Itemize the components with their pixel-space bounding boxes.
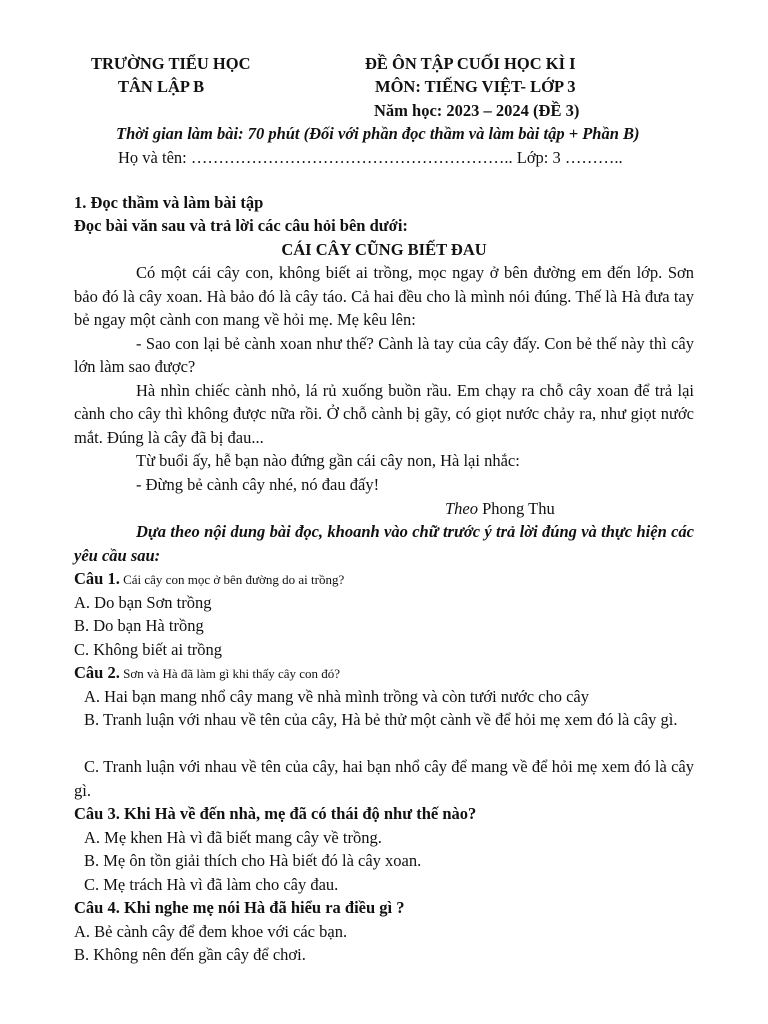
question-2-text: Sơn và Hà đã làm gì khi thấy cây con đó? bbox=[119, 666, 341, 681]
question-2-label: Câu 2. bbox=[74, 663, 120, 682]
question-3-label: Câu 3. bbox=[74, 804, 120, 823]
exam-title: ĐỀ ÔN TẬP CUỐI HỌC KÌ I bbox=[365, 54, 576, 73]
q1-option-c[interactable]: C. Không biết ai trồng bbox=[74, 640, 223, 659]
story-source bbox=[445, 497, 555, 521]
question-2 bbox=[74, 661, 340, 686]
q2-option-c[interactable]: C. Tranh luận với nhau về tên của cây, hai bạn nhổ cây để mang về để hỏi mẹ xem đó là cây gì. bbox=[74, 757, 694, 800]
source-author: Phong Thu bbox=[482, 499, 555, 518]
question-4-label: Câu 4. bbox=[74, 898, 120, 917]
question-3 bbox=[74, 802, 476, 826]
student-info-line bbox=[118, 146, 623, 170]
q1-option-a[interactable]: A. Do bạn Sơn trồng bbox=[74, 593, 212, 612]
class-label: Lớp: 3 bbox=[512, 148, 565, 167]
question-4 bbox=[74, 896, 405, 920]
q3-option-a[interactable]: A. Mẹ khen Hà vì đã biết mang cây về trồng. bbox=[84, 828, 382, 847]
school-name-line2: TÂN LẬP B bbox=[118, 77, 205, 96]
q2-option-b[interactable]: B. Tranh luận với nhau về tên của cây, Hà bẻ thử một cành về để hỏi mẹ xem đó là cây gì. bbox=[84, 710, 678, 729]
q4-option-a[interactable]: A. Bẻ cành cây để đem khoe với các bạn. bbox=[74, 922, 348, 941]
q1-option-b[interactable]: B. Do bạn Hà trồng bbox=[74, 616, 204, 635]
story-paragraph-4: Từ buổi ấy, hễ bạn nào đứng gần cái cây non, Hà lại nhắc: bbox=[136, 451, 520, 470]
q4-option-b[interactable]: B. Không nên đến gần cây để chơi. bbox=[74, 945, 306, 964]
q2-option-a[interactable]: A. Hai bạn mang nhổ cây mang về nhà mình trồng và còn tưới nước cho cây bbox=[84, 687, 589, 706]
time-allowed: Thời gian làm bài: 70 phút (Đối với phần đọc thầm và làm bài tập + Phần B) bbox=[116, 124, 640, 143]
school-year-line: Năm học: 2023 – 2024 (ĐỀ 3) bbox=[374, 101, 580, 120]
story-paragraph-2: - Sao con lại bẻ cành xoan như thế? Cành là tay của cây đấy. Con bẻ thế này thì cây lớn làm sao được? bbox=[74, 333, 694, 376]
story-title-text: CÁI CÂY CŨNG BIẾT ĐAU bbox=[281, 240, 487, 259]
name-label: Họ và tên: bbox=[118, 148, 191, 167]
source-prefix: Theo bbox=[445, 499, 478, 518]
question-3-text: Khi Hà về đến nhà, mẹ đã có thái độ như thế nào? bbox=[119, 804, 477, 823]
question-1-text: Cái cây con mọc ở bên đường do ai trồng? bbox=[119, 572, 345, 587]
q3-option-b[interactable]: B. Mẹ ôn tồn giải thích cho Hà biết đó là cây xoan. bbox=[84, 851, 422, 870]
question-1-label: Câu 1. bbox=[74, 569, 120, 588]
question-4-text: Khi nghe mẹ nói Hà đã hiểu ra điều gì ? bbox=[119, 898, 405, 917]
class-field[interactable]: ……….. bbox=[564, 148, 623, 167]
subject-line: MÔN: TIẾNG VIỆT- LỚP 3 bbox=[375, 77, 576, 96]
story-paragraph-3: Hà nhìn chiếc cành nhỏ, lá rủ xuống buồn rầu. Em chạy ra chỗ cây xoan để trả lại cành cho cây thì không được nữa rồi. Ở chỗ cành bị gãy, có giọt nước chảy ra, như giọt nước mắt. Đúng là cây đã bị đau... bbox=[74, 380, 694, 447]
school-name-line1: TRƯỜNG TIỂU HỌC bbox=[91, 54, 251, 73]
name-field[interactable]: ………………………………………………….. bbox=[190, 148, 513, 167]
reading-instruction: Đọc bài văn sau và trả lời các câu hỏi bên dưới: bbox=[74, 216, 408, 235]
question-1 bbox=[74, 567, 344, 592]
story-body bbox=[74, 261, 694, 496]
section-heading: 1. Đọc thầm và làm bài tập bbox=[74, 193, 264, 212]
story-paragraph-5: - Đừng bẻ cành cây nhé, nó đau đấy! bbox=[136, 474, 380, 494]
story-title bbox=[0, 238, 768, 262]
story-paragraph-1: Có một cái cây con, không biết ai trồng, mọc ngay ở bên đường em đến lớp. Sơn bảo đó là cây xoan. Hà bảo đó là cây táo. Cả hai đều cho là mình nói đúng. Thế là Hà đưa tay bẻ ngay một cành con mang về hỏi mẹ. Mẹ kêu lên: bbox=[74, 263, 694, 329]
question-directive: Dựa theo nội dung bài đọc, khoanh vào chữ trước ý trả lời đúng và thực hiện các yêu cầu sau: bbox=[74, 522, 694, 565]
q3-option-c[interactable]: C. Mẹ trách Hà vì đã làm cho cây đau. bbox=[84, 875, 339, 894]
